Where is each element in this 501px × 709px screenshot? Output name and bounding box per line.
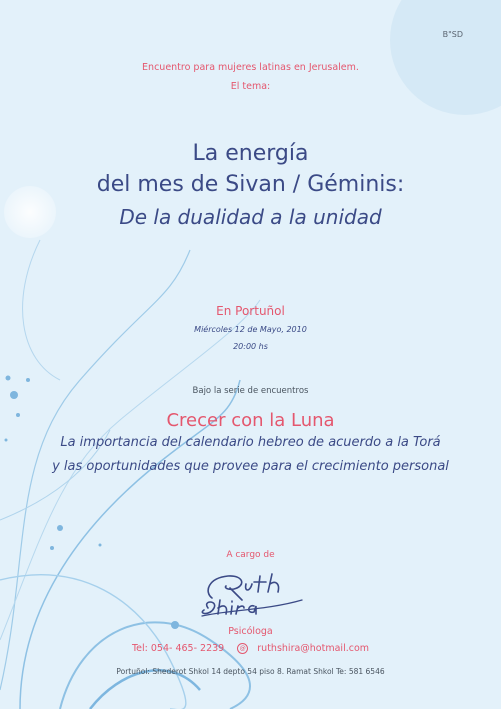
series-label: Bajo la serie de encuentros	[192, 386, 309, 396]
series-description-line-1: La importancia del calendario hebreo de acuerdo a la Torá	[60, 435, 441, 450]
mail-icon: @	[237, 643, 248, 654]
swirl-decoration	[0, 575, 186, 709]
title-line-2: del mes de Sivan / Géminis:	[96, 172, 405, 197]
event-language: En Portuñol	[216, 304, 285, 318]
host-contact	[0, 643, 501, 654]
host-email[interactable]: ruthshira@hotmail.com	[257, 643, 370, 654]
topic-label: El tema:	[230, 81, 271, 92]
series-description-line-2: y las oportunidades que provee para el crecimiento personal	[52, 459, 449, 474]
event-time: 20:00 hs	[233, 342, 268, 351]
series-name: Crecer con la Luna	[166, 410, 335, 431]
title-line-1: La energía	[192, 141, 309, 166]
ruth-shira-signature	[198, 570, 308, 620]
host-address: Portuñol: Shederot Shkol 14 depto 54 piso 8. Ramat Shkol Te: 581 6546	[116, 667, 385, 676]
bsd-mark: B"SD	[442, 30, 463, 39]
intro-text: Encuentro para mujeres latinas en Jerusalem.	[142, 62, 359, 73]
event-date: Miércoles 12 de Mayo, 2010	[194, 325, 307, 334]
host-role: Psicóloga	[228, 626, 273, 637]
title-subtitle: De la dualidad a la unidad	[119, 205, 382, 229]
host-label: A cargo de	[226, 550, 275, 560]
large-circle-decoration	[390, 0, 501, 115]
host-phone: Tel: 054- 465- 2239	[131, 643, 225, 654]
